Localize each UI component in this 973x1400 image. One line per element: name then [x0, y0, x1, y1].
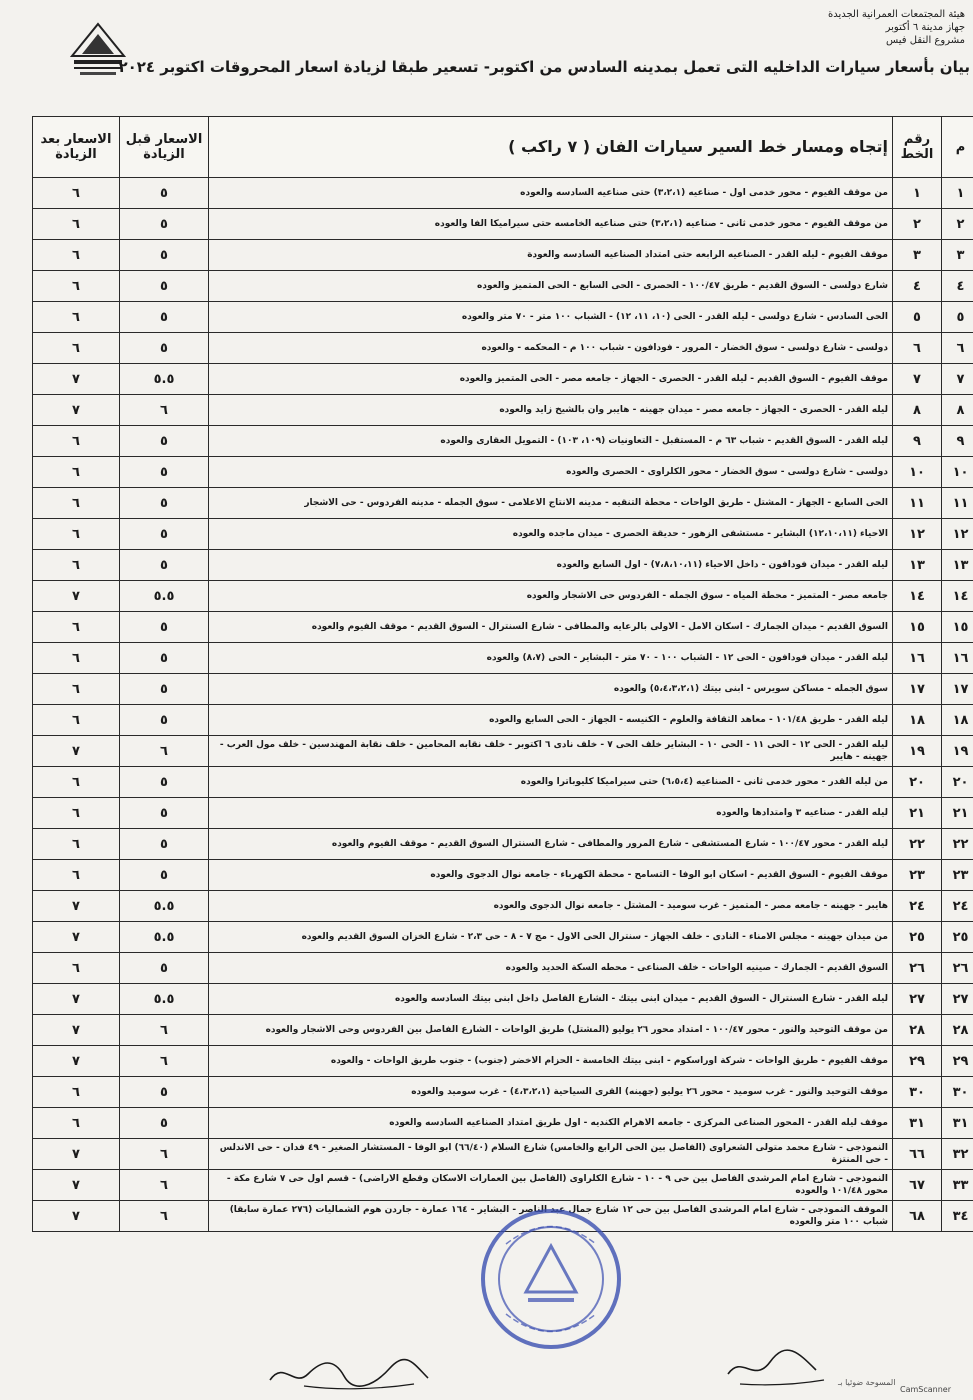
issuer-line-1: هيئة المجتمعات العمرانية الجديدة — [827, 9, 965, 20]
table-row — [33, 860, 973, 891]
table-row — [33, 1077, 973, 1108]
row-price-before: ٥ — [120, 209, 209, 240]
row-price-before: ٥ — [120, 612, 209, 643]
row-price-before: ٥.٥ — [120, 922, 209, 953]
row-serial: ٤ — [942, 271, 973, 302]
row-route: موقف الفيوم - السوق القديم - اسكان ابو الوفا - التسامح - محطة الكهرباء - جامعه نوال الدجوى والعوده — [209, 860, 893, 891]
row-price-before: ٥ — [120, 271, 209, 302]
table-row — [33, 550, 973, 581]
row-price-after: ٦ — [33, 271, 120, 302]
row-serial: ١١ — [942, 488, 973, 519]
row-route: ليله القدر - طريق ١٠١/٤٨ - معاهد الثقافة والعلوم - الكنيسه - الجهاز - الحى السابع والعوده — [209, 705, 893, 736]
row-price-after: ٦ — [33, 550, 120, 581]
row-price-before: ٥ — [120, 488, 209, 519]
row-price-before: ٥.٥ — [120, 581, 209, 612]
row-serial: ١٧ — [942, 674, 973, 705]
table-row — [33, 612, 973, 643]
row-route: موقف ليله القدر - المحور الصناعى المركزى - جامعه الاهرام الكنديه - اول طريق امتداد الصناعيه السادسه والعوده — [209, 1108, 893, 1139]
row-price-after: ٦ — [33, 643, 120, 674]
table-header-row — [33, 117, 973, 178]
table-row — [33, 426, 973, 457]
table-row — [33, 1108, 973, 1139]
row-price-after: ٦ — [33, 674, 120, 705]
row-route: الموقف النموذجى - شارع امام المرشدى الفاصل بين حى ١٢ شارع جمال عبد الناصر - البشاير - ١٦٤ عمارة - جاردن هوم الشماليات (٢٧٦ عمارة سابقا) شباب ١٠٠ متر والعوده — [209, 1201, 893, 1232]
row-line-number: ٦ — [893, 333, 942, 364]
row-line-number: ٢٦ — [893, 953, 942, 984]
row-route: ليله القدر - ميدان فودافون - الحى ١٢ - الشباب ١٠٠ - ٧٠ متر - البشاير - الحى (٨،٧) والعوده — [209, 643, 893, 674]
table-row — [33, 984, 973, 1015]
row-route: ليله القدر - شارع السنترال - السوق القديم - ميدان ابنى بيتك - الشارع الفاصل داخل ابنى بيتك السادسه والعوده — [209, 984, 893, 1015]
row-route: السوق القديم - ميدان الجمارك - اسكان الامل - الاولى بالرعايه والمطافى - شارع السنترال - السوق القديم - موقف الفيوم والعوده — [209, 612, 893, 643]
header-price-before: الاسعار قبل الزيادة — [120, 117, 209, 178]
row-line-number: ٣ — [893, 240, 942, 271]
table-row — [33, 1015, 973, 1046]
table-row — [33, 767, 973, 798]
row-price-after: ٦ — [33, 860, 120, 891]
row-line-number: ١٢ — [893, 519, 942, 550]
row-route: شارع دولسى - السوق القديم - طريق ١٠٠/٤٧ - الحصرى - الحى السابع - الحى المتميز والعوده — [209, 271, 893, 302]
row-price-after: ٦ — [33, 426, 120, 457]
row-serial: ٢٥ — [942, 922, 973, 953]
row-route: من ميدان جهينه - مجلس الامناء - النادى - خلف الجهاز - سنترال الحى الاول - مج ٧ - ٨ - حى ٢،٣ - شارع الخزان السوق القديم والعوده — [209, 922, 893, 953]
row-price-before: ٦ — [120, 395, 209, 426]
row-serial: ٣٣ — [942, 1170, 973, 1201]
row-line-number: ٥ — [893, 302, 942, 333]
row-serial: ١٣ — [942, 550, 973, 581]
row-price-before: ٥ — [120, 457, 209, 488]
row-price-before: ٦ — [120, 1170, 209, 1201]
row-route: ليله القدر - السوق القديم - شباب ٦٣ م - المستقبل - التعاونيات (١٠٩، ١٠٣) - التمويل العقارى والعوده — [209, 426, 893, 457]
row-route: موقف الفيوم - طريق الواحات - شركة اوراسكوم - ابنى بيتك الخامسة - الحزام الاخضر (جنوب) - جنوب طريق الواحات - والعوده — [209, 1046, 893, 1077]
row-route: من موقف الفيوم - محور خدمى ثانى - صناعيه (٣،٢،١) حتى صناعيه الخامسه حتى سيراميكا الفا والعوده — [209, 209, 893, 240]
row-price-after: ٦ — [33, 488, 120, 519]
row-line-number: ٢٤ — [893, 891, 942, 922]
row-price-after: ٧ — [33, 984, 120, 1015]
row-line-number: ٢ — [893, 209, 942, 240]
row-serial: ١٢ — [942, 519, 973, 550]
row-line-number: ١٦ — [893, 643, 942, 674]
row-price-after: ٧ — [33, 1201, 120, 1232]
table-row — [33, 736, 973, 767]
row-price-after: ٦ — [33, 519, 120, 550]
row-serial: ٦ — [942, 333, 973, 364]
table-row — [33, 1170, 973, 1201]
row-serial: ١٠ — [942, 457, 973, 488]
row-price-before: ٥ — [120, 705, 209, 736]
table-row — [33, 674, 973, 705]
row-price-before: ٦ — [120, 1139, 209, 1170]
table-row — [33, 891, 973, 922]
row-price-after: ٧ — [33, 395, 120, 426]
row-price-after: ٦ — [33, 829, 120, 860]
row-line-number: ٦٨ — [893, 1201, 942, 1232]
table-row — [33, 240, 973, 271]
header-line-number: رقم الخط — [893, 117, 942, 178]
row-line-number: ٨ — [893, 395, 942, 426]
row-price-before: ٥ — [120, 426, 209, 457]
row-serial: ١ — [942, 178, 973, 209]
row-price-before: ٥.٥ — [120, 891, 209, 922]
row-serial: ٢٩ — [942, 1046, 973, 1077]
row-price-before: ٥ — [120, 767, 209, 798]
row-price-after: ٦ — [33, 953, 120, 984]
row-route: ليله القدر - ميدان فودافون - داخل الاحياء (٧،٨،١٠،١١) - اول السابع والعوده — [209, 550, 893, 581]
row-route: من موقف التوحيد والنور - محور ١٠٠/٤٧ - امتداد محور ٢٦ يوليو (المشتل) طريق الواحات - الشارع الفاصل بين الفردوس وحى الاشجار والعوده — [209, 1015, 893, 1046]
row-serial: ٥ — [942, 302, 973, 333]
row-price-after: ٧ — [33, 1015, 120, 1046]
row-line-number: ٢٣ — [893, 860, 942, 891]
row-price-after: ٦ — [33, 1108, 120, 1139]
row-line-number: ٦٧ — [893, 1170, 942, 1201]
row-price-before: ٥ — [120, 333, 209, 364]
row-price-before: ٥.٥ — [120, 364, 209, 395]
row-serial: ٣١ — [942, 1108, 973, 1139]
row-serial: ٩ — [942, 426, 973, 457]
row-route: دولسى - شارع دولسى - سوق الخضار - المرور - فودافون - شباب ١٠٠ م - المحكمه - والعوده — [209, 333, 893, 364]
table-row — [33, 395, 973, 426]
row-line-number: ٦٦ — [893, 1139, 942, 1170]
row-serial: ٢ — [942, 209, 973, 240]
table-row — [33, 1046, 973, 1077]
row-line-number: ٢٧ — [893, 984, 942, 1015]
row-route: من موقف الفيوم - محور خدمى اول - صناعيه (٣،٢،١) حتى صناعيه السادسه والعوده — [209, 178, 893, 209]
row-serial: ٢٣ — [942, 860, 973, 891]
row-serial: ٢٤ — [942, 891, 973, 922]
table-row — [33, 519, 973, 550]
row-price-before: ٥.٥ — [120, 984, 209, 1015]
row-price-after: ٧ — [33, 1046, 120, 1077]
row-price-after: ٦ — [33, 457, 120, 488]
row-price-before: ٥ — [120, 860, 209, 891]
table-row — [33, 333, 973, 364]
signature-left — [264, 1350, 434, 1392]
row-route: الاحياء (١٢،١٠،١١) البشاير - مستشفى الزهور - حديقة الحصرى - ميدان ماجده والعوده — [209, 519, 893, 550]
row-price-after: ٦ — [33, 1077, 120, 1108]
row-route: ليله القدر - الحصرى - الجهاز - جامعه مصر - ميدان جهينه - هايبر وان بالشيخ زايد والعوده — [209, 395, 893, 426]
row-price-after: ٧ — [33, 1170, 120, 1201]
table-row — [33, 178, 973, 209]
row-line-number: ٣٠ — [893, 1077, 942, 1108]
row-line-number: ١٠ — [893, 457, 942, 488]
row-serial: ٢١ — [942, 798, 973, 829]
row-line-number: ١٤ — [893, 581, 942, 612]
issuer-header — [815, 8, 965, 47]
row-line-number: ١٧ — [893, 674, 942, 705]
header-serial: م — [942, 117, 973, 178]
row-line-number: ١٣ — [893, 550, 942, 581]
table-row — [33, 705, 973, 736]
row-price-after: ٦ — [33, 209, 120, 240]
issuer-line-3: مشروع النقل فيس — [886, 35, 965, 46]
row-price-before: ٥ — [120, 1077, 209, 1108]
row-line-number: ١٥ — [893, 612, 942, 643]
row-price-before: ٥ — [120, 674, 209, 705]
issuer-line-2: جهاز مدينة ٦ أكتوبر — [885, 22, 965, 33]
row-line-number: ٧ — [893, 364, 942, 395]
row-price-after: ٦ — [33, 302, 120, 333]
row-serial: ٢٧ — [942, 984, 973, 1015]
row-price-after: ٧ — [33, 736, 120, 767]
row-route: جامعه مصر - المتميز - محطة المياه - سوق الجمله - الفردوس حى الاشجار والعوده — [209, 581, 893, 612]
row-route: السوق القديم - الجمارك - صينيه الواحات - خلف الصناعى - محطه السكة الحديد والعوده — [209, 953, 893, 984]
table-row — [33, 643, 973, 674]
row-price-before: ٥ — [120, 953, 209, 984]
scanner-note: المسوحة ضوئيا بـ — [838, 1378, 896, 1387]
row-price-before: ٥ — [120, 302, 209, 333]
row-line-number: ٩ — [893, 426, 942, 457]
row-price-after: ٦ — [33, 333, 120, 364]
row-serial: ١٤ — [942, 581, 973, 612]
row-route: موقف الفيوم - السوق القديم - ليله القدر - الحصرى - الجهاز - جامعه مصر - الحى المتميز والعوده — [209, 364, 893, 395]
row-price-before: ٦ — [120, 1201, 209, 1232]
row-price-before: ٥ — [120, 519, 209, 550]
row-route: هايبر - جهينه - جامعه مصر - المتميز - غرب سوميد - المشتل - جامعه نوال الدجوى والعوده — [209, 891, 893, 922]
row-line-number: ٢٠ — [893, 767, 942, 798]
row-route: ليله القدر - الحى ١٢ - الحى ١١ - الحى ١٠ - البشاير خلف الحى ٧ - خلف نادى ٦ اكتوبر - خلف نقابه المحامين - خلف نقابة المهندسين - خلف مول العرب - جهينه - هايبر — [209, 736, 893, 767]
row-route: ليله القدر - صناعيه ٣ وامتدادها والعوده — [209, 798, 893, 829]
header-route: إتجاه ومسار خط السير سيارات الفان ( ٧ راكب ) — [209, 117, 893, 178]
row-route: سوق الجمله - مساكن سويرس - ابنى بيتك (٥،٤،٣،٢،١) والعوده — [209, 674, 893, 705]
row-price-before: ٥ — [120, 178, 209, 209]
row-line-number: ٣١ — [893, 1108, 942, 1139]
header-price-after: الاسعار بعد الزيادة — [33, 117, 120, 178]
row-price-before: ٥ — [120, 829, 209, 860]
row-price-after: ٧ — [33, 364, 120, 395]
table-row — [33, 581, 973, 612]
row-price-after: ٦ — [33, 767, 120, 798]
row-route: النموذجى - شارع امام المرشدى الفاصل بين حى ٩ - ١٠ - شارع الكلراوى (الفاصل بين العمارات الاسكان وقطع الاراضى) - قسم اول حى ٧ شارع مكة - محور ١٠١/٤٨ والعوده — [209, 1170, 893, 1201]
row-price-after: ٦ — [33, 240, 120, 271]
table-row — [33, 953, 973, 984]
row-price-before: ٥ — [120, 643, 209, 674]
table-row — [33, 488, 973, 519]
row-price-after: ٦ — [33, 798, 120, 829]
row-serial: ٢٨ — [942, 1015, 973, 1046]
row-serial: ٣٢ — [942, 1139, 973, 1170]
row-serial: ١٩ — [942, 736, 973, 767]
row-price-before: ٥ — [120, 798, 209, 829]
row-line-number: ٢٨ — [893, 1015, 942, 1046]
row-serial: ٢٠ — [942, 767, 973, 798]
table-row — [33, 271, 973, 302]
row-line-number: ٤ — [893, 271, 942, 302]
table-row — [33, 829, 973, 860]
row-serial: ٧ — [942, 364, 973, 395]
row-serial: ٨ — [942, 395, 973, 426]
row-serial: ١٦ — [942, 643, 973, 674]
row-price-after: ٧ — [33, 581, 120, 612]
table-row — [33, 364, 973, 395]
row-route: موقف الفيوم - ليله القدر - الصناعيه الرابعه حتى امتداد الصناعيه السادسه والعودة — [209, 240, 893, 271]
scanner-brand: CamScanner — [900, 1385, 952, 1394]
table-row — [33, 302, 973, 333]
row-line-number: ٢١ — [893, 798, 942, 829]
document-title: بيان بأسعار سيارات الداخليه التى تعمل بمدينه السادس من اكتوبر- تسعير طبقا لزيادة اسعار المحروقات اكتوبر ٢٠٢٤ — [118, 58, 970, 76]
row-price-before: ٦ — [120, 1046, 209, 1077]
table-row — [33, 209, 973, 240]
row-price-after: ٧ — [33, 922, 120, 953]
table-row — [33, 798, 973, 829]
row-serial: ٢٢ — [942, 829, 973, 860]
row-line-number: ٢٥ — [893, 922, 942, 953]
fares-table — [32, 116, 973, 1232]
row-route: ليله القدر - محور ١٠٠/٤٧ - شارع المستشفى - شارع المرور والمطافى - شارع السنترال السوق القديم - موقف الفيوم والعوده — [209, 829, 893, 860]
row-serial: ١٨ — [942, 705, 973, 736]
table-row — [33, 1139, 973, 1170]
row-line-number: ١ — [893, 178, 942, 209]
row-route: من ليله القدر - محور خدمى ثانى - الصناعيه (٦،٥،٤) حتى سيراميكا كليوباترا والعوده — [209, 767, 893, 798]
table-row — [33, 922, 973, 953]
row-price-after: ٦ — [33, 705, 120, 736]
row-serial: ١٥ — [942, 612, 973, 643]
row-price-after: ٦ — [33, 178, 120, 209]
table-row — [33, 457, 973, 488]
row-route: موقف التوحيد والنور - غرب سوميد - محور ٢٦ يوليو (جهينه) القرى السياحية (٤،٣،٢،١) - غرب سوميد والعوده — [209, 1077, 893, 1108]
row-price-before: ٥ — [120, 240, 209, 271]
row-route: دولسى - شارع دولسى - سوق الخضار - محور الكلراوى - الحصرى والعوده — [209, 457, 893, 488]
row-route: النموذجى - شارع محمد متولى الشعراوى (الفاصل بين الحى الرابع والخامس) شارع السلام (٦٦/٤٠) ابو الوفا - المستشار الصغير - ٤٩ فدان - حى الاندلس - حى المنتزة — [209, 1139, 893, 1170]
row-serial: ٣٠ — [942, 1077, 973, 1108]
row-line-number: ١٨ — [893, 705, 942, 736]
row-price-before: ٥ — [120, 1108, 209, 1139]
row-serial: ٣ — [942, 240, 973, 271]
row-serial: ٣٤ — [942, 1201, 973, 1232]
row-route: الحى السابع - الجهاز - المشتل - طريق الواحات - محطة التنقيه - مدينه الانتاج الاعلامى - سوق الجمله - مدينه الفردوس - حى الاشجار — [209, 488, 893, 519]
row-line-number: ٢٢ — [893, 829, 942, 860]
row-serial: ٢٦ — [942, 953, 973, 984]
row-price-after: ٦ — [33, 612, 120, 643]
row-price-before: ٥ — [120, 550, 209, 581]
row-price-before: ٦ — [120, 1015, 209, 1046]
signature-right — [720, 1340, 830, 1390]
row-line-number: ١٩ — [893, 736, 942, 767]
row-price-after: ٧ — [33, 891, 120, 922]
row-price-after: ٧ — [33, 1139, 120, 1170]
row-line-number: ١١ — [893, 488, 942, 519]
row-route: الحى السادس - شارع دولسى - ليله القدر - الحى (١٠، ١١، ١٢) - الشباب ١٠٠ متر - ٧٠ متر والعوده — [209, 302, 893, 333]
row-line-number: ٢٩ — [893, 1046, 942, 1077]
official-stamp — [476, 1204, 626, 1354]
row-price-before: ٦ — [120, 736, 209, 767]
